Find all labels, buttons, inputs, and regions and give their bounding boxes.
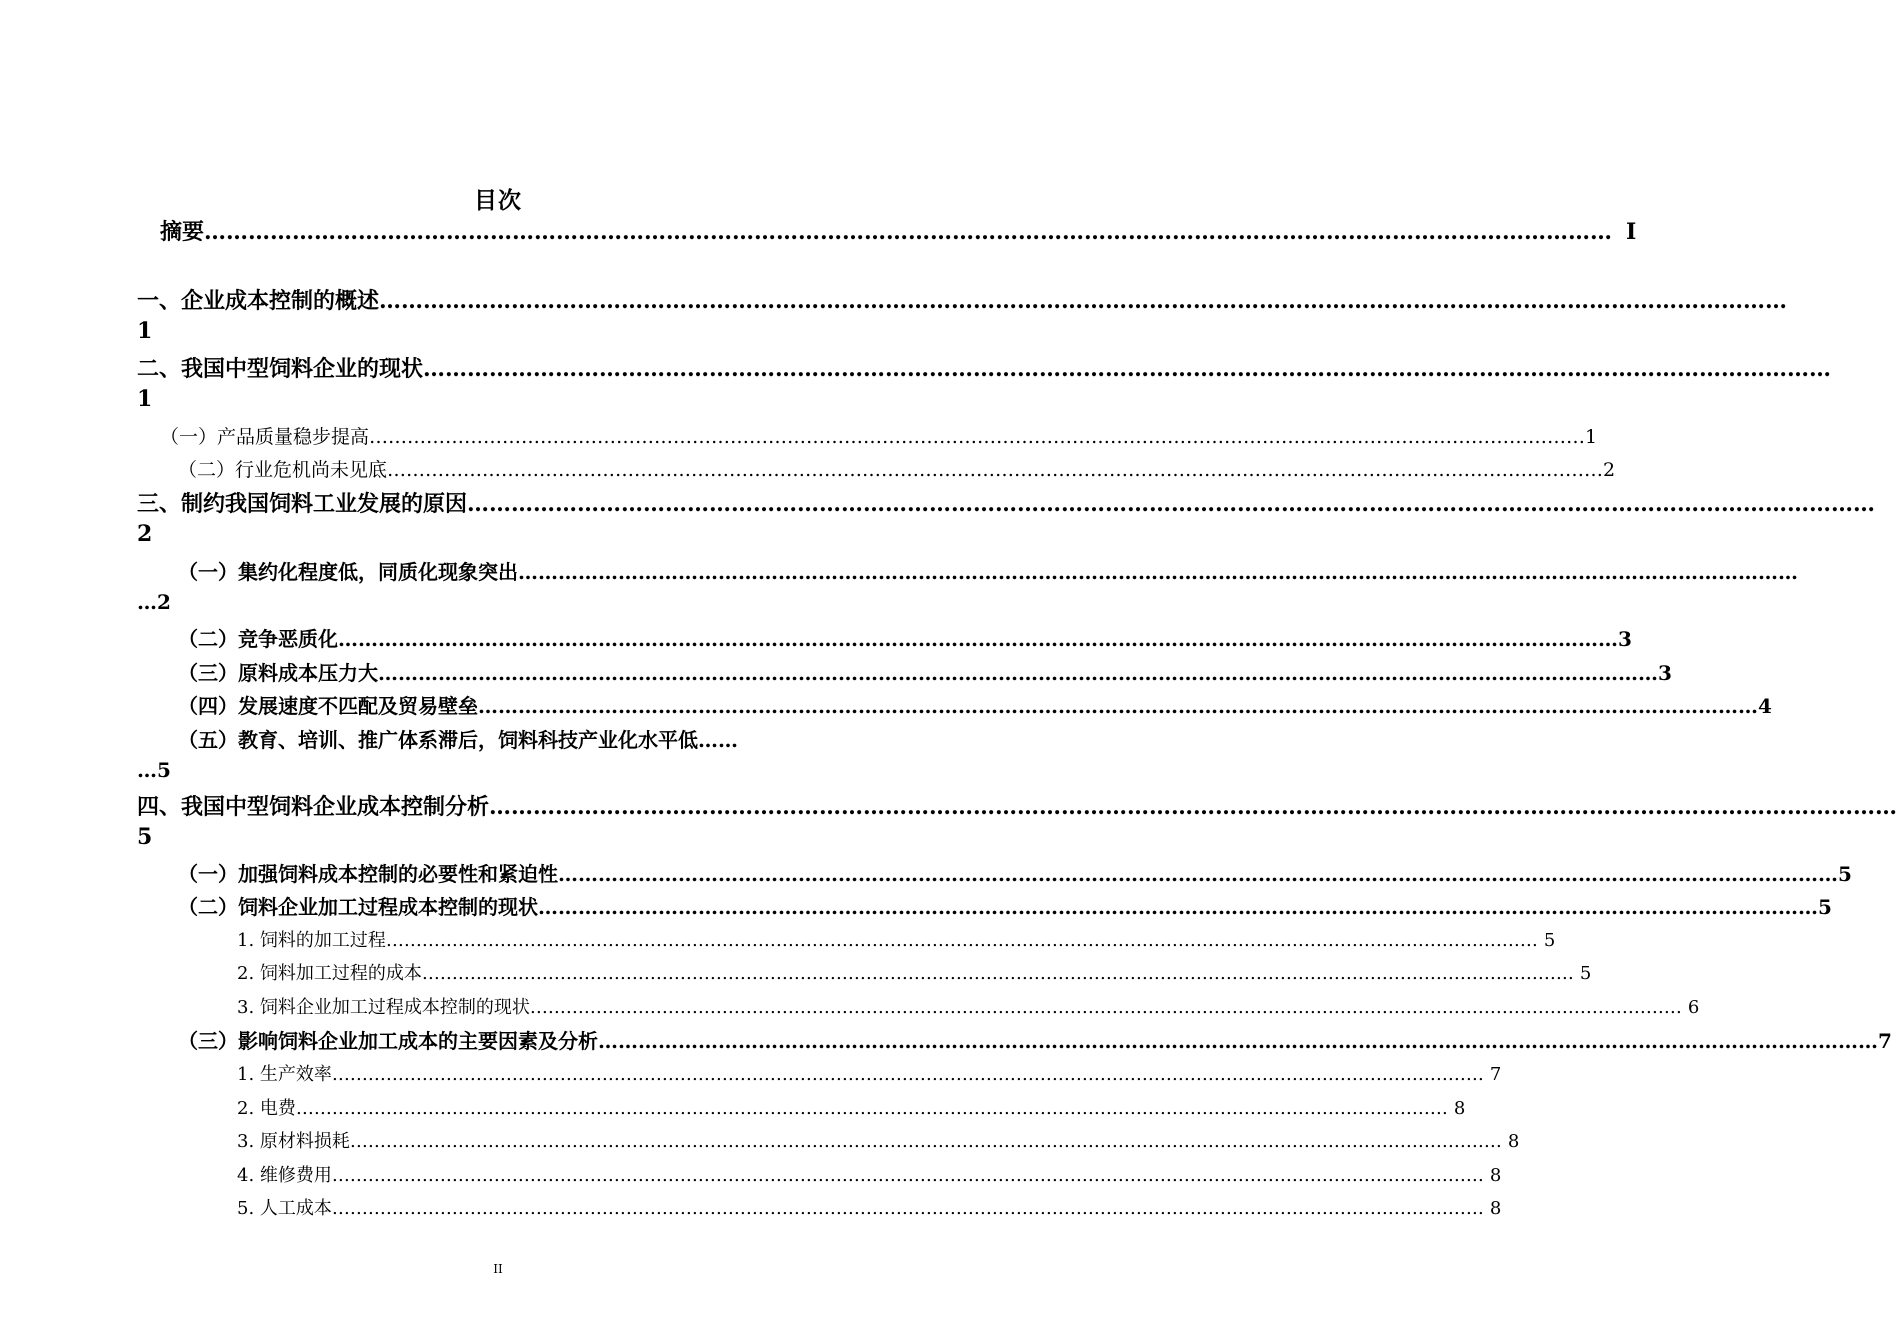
toc-entry-4-3-4[interactable] bbox=[237, 1161, 1502, 1187]
toc-label: （一）集约化程度低，同质化现象突出 bbox=[178, 560, 518, 584]
toc-entry-4-2[interactable] bbox=[178, 891, 1832, 920]
toc-entry-4-3-5[interactable] bbox=[237, 1194, 1502, 1220]
toc-entry-2-2[interactable] bbox=[178, 455, 1616, 482]
toc-leader-dots: ………………………………………………………………………………………………………………………………………………………………………… bbox=[338, 627, 1618, 651]
toc-page-number: 2 bbox=[1603, 459, 1616, 481]
toc-page-number: 7 bbox=[1489, 1064, 1502, 1085]
toc-entry-3-4[interactable] bbox=[178, 690, 1772, 719]
toc-label: （三）影响饲料企业加工成本的主要因素及分析 bbox=[178, 1029, 598, 1053]
toc-entry-4-3-2[interactable] bbox=[237, 1094, 1466, 1120]
toc-page-number: 5 bbox=[137, 824, 153, 850]
toc-entry-chapter-4[interactable] bbox=[137, 790, 1897, 821]
toc-label: 一、企业成本控制的概述 bbox=[137, 288, 380, 314]
toc-leader-dots: ………………………………………………………………………………………………………………………………………………………………………… bbox=[379, 288, 1788, 314]
toc-leader-dots: ………………………………………………………………………………………………………………………………………………………………………… bbox=[478, 694, 1758, 718]
toc-page-number: 7 bbox=[1878, 1029, 1892, 1053]
toc-leader-dots: ………………………………………………………………………………………………………………………………………………………………………… bbox=[598, 1029, 1878, 1053]
toc-page-number: …2 bbox=[137, 590, 171, 614]
toc-leader-dots: ………………………………………………………………………………………………………………………………………………………………………… bbox=[467, 491, 1876, 517]
toc-leader-dots: ………………………………………………………………………………………………………………………………………………………………………… bbox=[558, 862, 1838, 886]
page-footer-number: II bbox=[493, 1262, 503, 1276]
toc-page-number: 8 bbox=[1489, 1198, 1502, 1219]
toc-entry-4-2-2[interactable] bbox=[237, 959, 1592, 985]
toc-page-number: 4 bbox=[1758, 694, 1772, 718]
toc-entry-4-3-1[interactable] bbox=[237, 1060, 1502, 1086]
toc-leader-dots: ………………………………………………………………………………………………………………………………………………………………………… bbox=[518, 560, 1798, 584]
toc-page-number: 5 bbox=[1838, 862, 1852, 886]
toc-leader-dots: ………………………………………………………………………………………………………………………………………………………………………… bbox=[421, 963, 1574, 984]
toc-page-number: 5 bbox=[1543, 930, 1556, 951]
toc-leader-dots: ………………………………………………………………………………………………………………………………………………………………………… bbox=[331, 1165, 1484, 1186]
toc-leader-dots: ………………………………………………………………………………………………………………………………………………………………………… bbox=[489, 794, 1897, 820]
toc-label: （二）行业危机尚未见底 bbox=[178, 459, 388, 481]
toc-leader-dots: ………………………………………………………………………………………………………………………………………………………………………… bbox=[369, 426, 1586, 448]
toc-leader-dots: ………………………………………………………………………………………………………………………………………………………………………… bbox=[538, 895, 1818, 919]
toc-page-number: Ⅰ bbox=[1626, 219, 1637, 245]
toc-label: 四、我国中型饲料企业成本控制分析 bbox=[137, 794, 490, 820]
toc-page-number: 6 bbox=[1687, 997, 1700, 1018]
toc-label: 2. 饲料加工过程的成本 bbox=[237, 963, 422, 984]
toc-leader-dots: ………………………………………………………………………………………………………………………………………………………………………… bbox=[349, 1131, 1502, 1152]
toc-label: （四）发展速度不匹配及贸易壁垒 bbox=[178, 694, 478, 718]
toc-entry-chapter-2[interactable] bbox=[137, 352, 1832, 383]
toc-entry-4-2-1[interactable] bbox=[237, 926, 1556, 952]
toc-label: （一）产品质量稳步提高 bbox=[160, 426, 370, 448]
toc-entry-chapter-3[interactable] bbox=[137, 487, 1876, 518]
toc-label: （二）饲料企业加工过程成本控制的现状 bbox=[178, 895, 538, 919]
toc-page-number: 1 bbox=[137, 386, 153, 412]
toc-entry-2-1[interactable] bbox=[160, 422, 1598, 449]
toc-page-number: 8 bbox=[1507, 1131, 1520, 1152]
toc-entry-3-3[interactable] bbox=[178, 657, 1672, 686]
toc-label: 3. 原材料损耗 bbox=[237, 1131, 350, 1152]
toc-page-number: 8 bbox=[1489, 1165, 1502, 1186]
page-title: 目次 bbox=[474, 187, 522, 214]
toc-leader-dots: ………………………………………………………………………………………………………………………………………………………………………… bbox=[331, 1064, 1484, 1085]
toc-leader-dots: ………………………………………………………………………………………………………………………………………………………………………… bbox=[385, 930, 1538, 951]
toc-entry-abstract[interactable] bbox=[160, 215, 1637, 246]
toc-entry-4-3[interactable] bbox=[178, 1025, 1892, 1054]
toc-leader-dots: ………………………………………………………………………………………………………………………………………………………………………… bbox=[295, 1098, 1448, 1119]
toc-page-number: 3 bbox=[1658, 661, 1672, 685]
toc-entry-4-1[interactable] bbox=[178, 858, 1852, 887]
toc-entry-3-1[interactable] bbox=[178, 556, 1798, 585]
toc-entry-3-2[interactable] bbox=[178, 623, 1632, 652]
toc-entry-4-2-3[interactable] bbox=[237, 993, 1700, 1019]
toc-label: 1. 生产效率 bbox=[237, 1064, 332, 1085]
toc-label: （二）竞争恶质化 bbox=[178, 627, 338, 651]
toc-page-number: 2 bbox=[137, 521, 153, 547]
toc-label: 摘要 bbox=[160, 219, 205, 245]
toc-label: （三）原料成本压力大 bbox=[178, 661, 378, 685]
toc-page-number: 5 bbox=[1579, 963, 1592, 984]
toc-label: 三、制约我国饲料工业发展的原因 bbox=[137, 491, 468, 517]
toc-page-number: 3 bbox=[1618, 627, 1632, 651]
toc-entry-3-5[interactable]: （五）教育、培训、推广体系滞后，饲料科技产业化水平低…… bbox=[178, 728, 738, 752]
toc-label: 3. 饲料企业加工过程成本控制的现状 bbox=[237, 997, 530, 1018]
toc-leader-dots: ………………………………………………………………………………………………………………………………………………………………………… bbox=[423, 356, 1832, 382]
toc-leader-dots: ………………………………………………………………………………………………………………………………………………………………………… bbox=[331, 1198, 1484, 1219]
toc-page-number: 5 bbox=[1818, 895, 1832, 919]
toc-page-number: 1 bbox=[1585, 426, 1598, 448]
toc-page-number: …5 bbox=[137, 758, 171, 782]
toc-label: 5. 人工成本 bbox=[237, 1198, 332, 1219]
toc-entry-chapter-1[interactable] bbox=[137, 284, 1788, 315]
toc-leader-dots: ………………………………………………………………………………………………………………………………………………………………………… bbox=[529, 997, 1682, 1018]
toc-label: 4. 维修费用 bbox=[237, 1165, 332, 1186]
toc-label: （一）加强饲料成本控制的必要性和紧迫性 bbox=[178, 862, 558, 886]
toc-entry-4-3-3[interactable] bbox=[237, 1127, 1520, 1153]
toc-label: 2. 电费 bbox=[237, 1098, 296, 1119]
toc-leader-dots: ………………………………………………………………………………………………………………………………………………………………………… bbox=[204, 219, 1613, 245]
toc-page-number: 1 bbox=[137, 318, 153, 344]
toc-leader-dots: ………………………………………………………………………………………………………………………………………………………………………… bbox=[387, 459, 1604, 481]
toc-page-number: 8 bbox=[1453, 1098, 1466, 1119]
toc-leader-dots: ………………………………………………………………………………………………………………………………………………………………………… bbox=[378, 661, 1658, 685]
toc-label: 1. 饲料的加工过程 bbox=[237, 930, 386, 951]
toc-label: 二、我国中型饲料企业的现状 bbox=[137, 356, 424, 382]
